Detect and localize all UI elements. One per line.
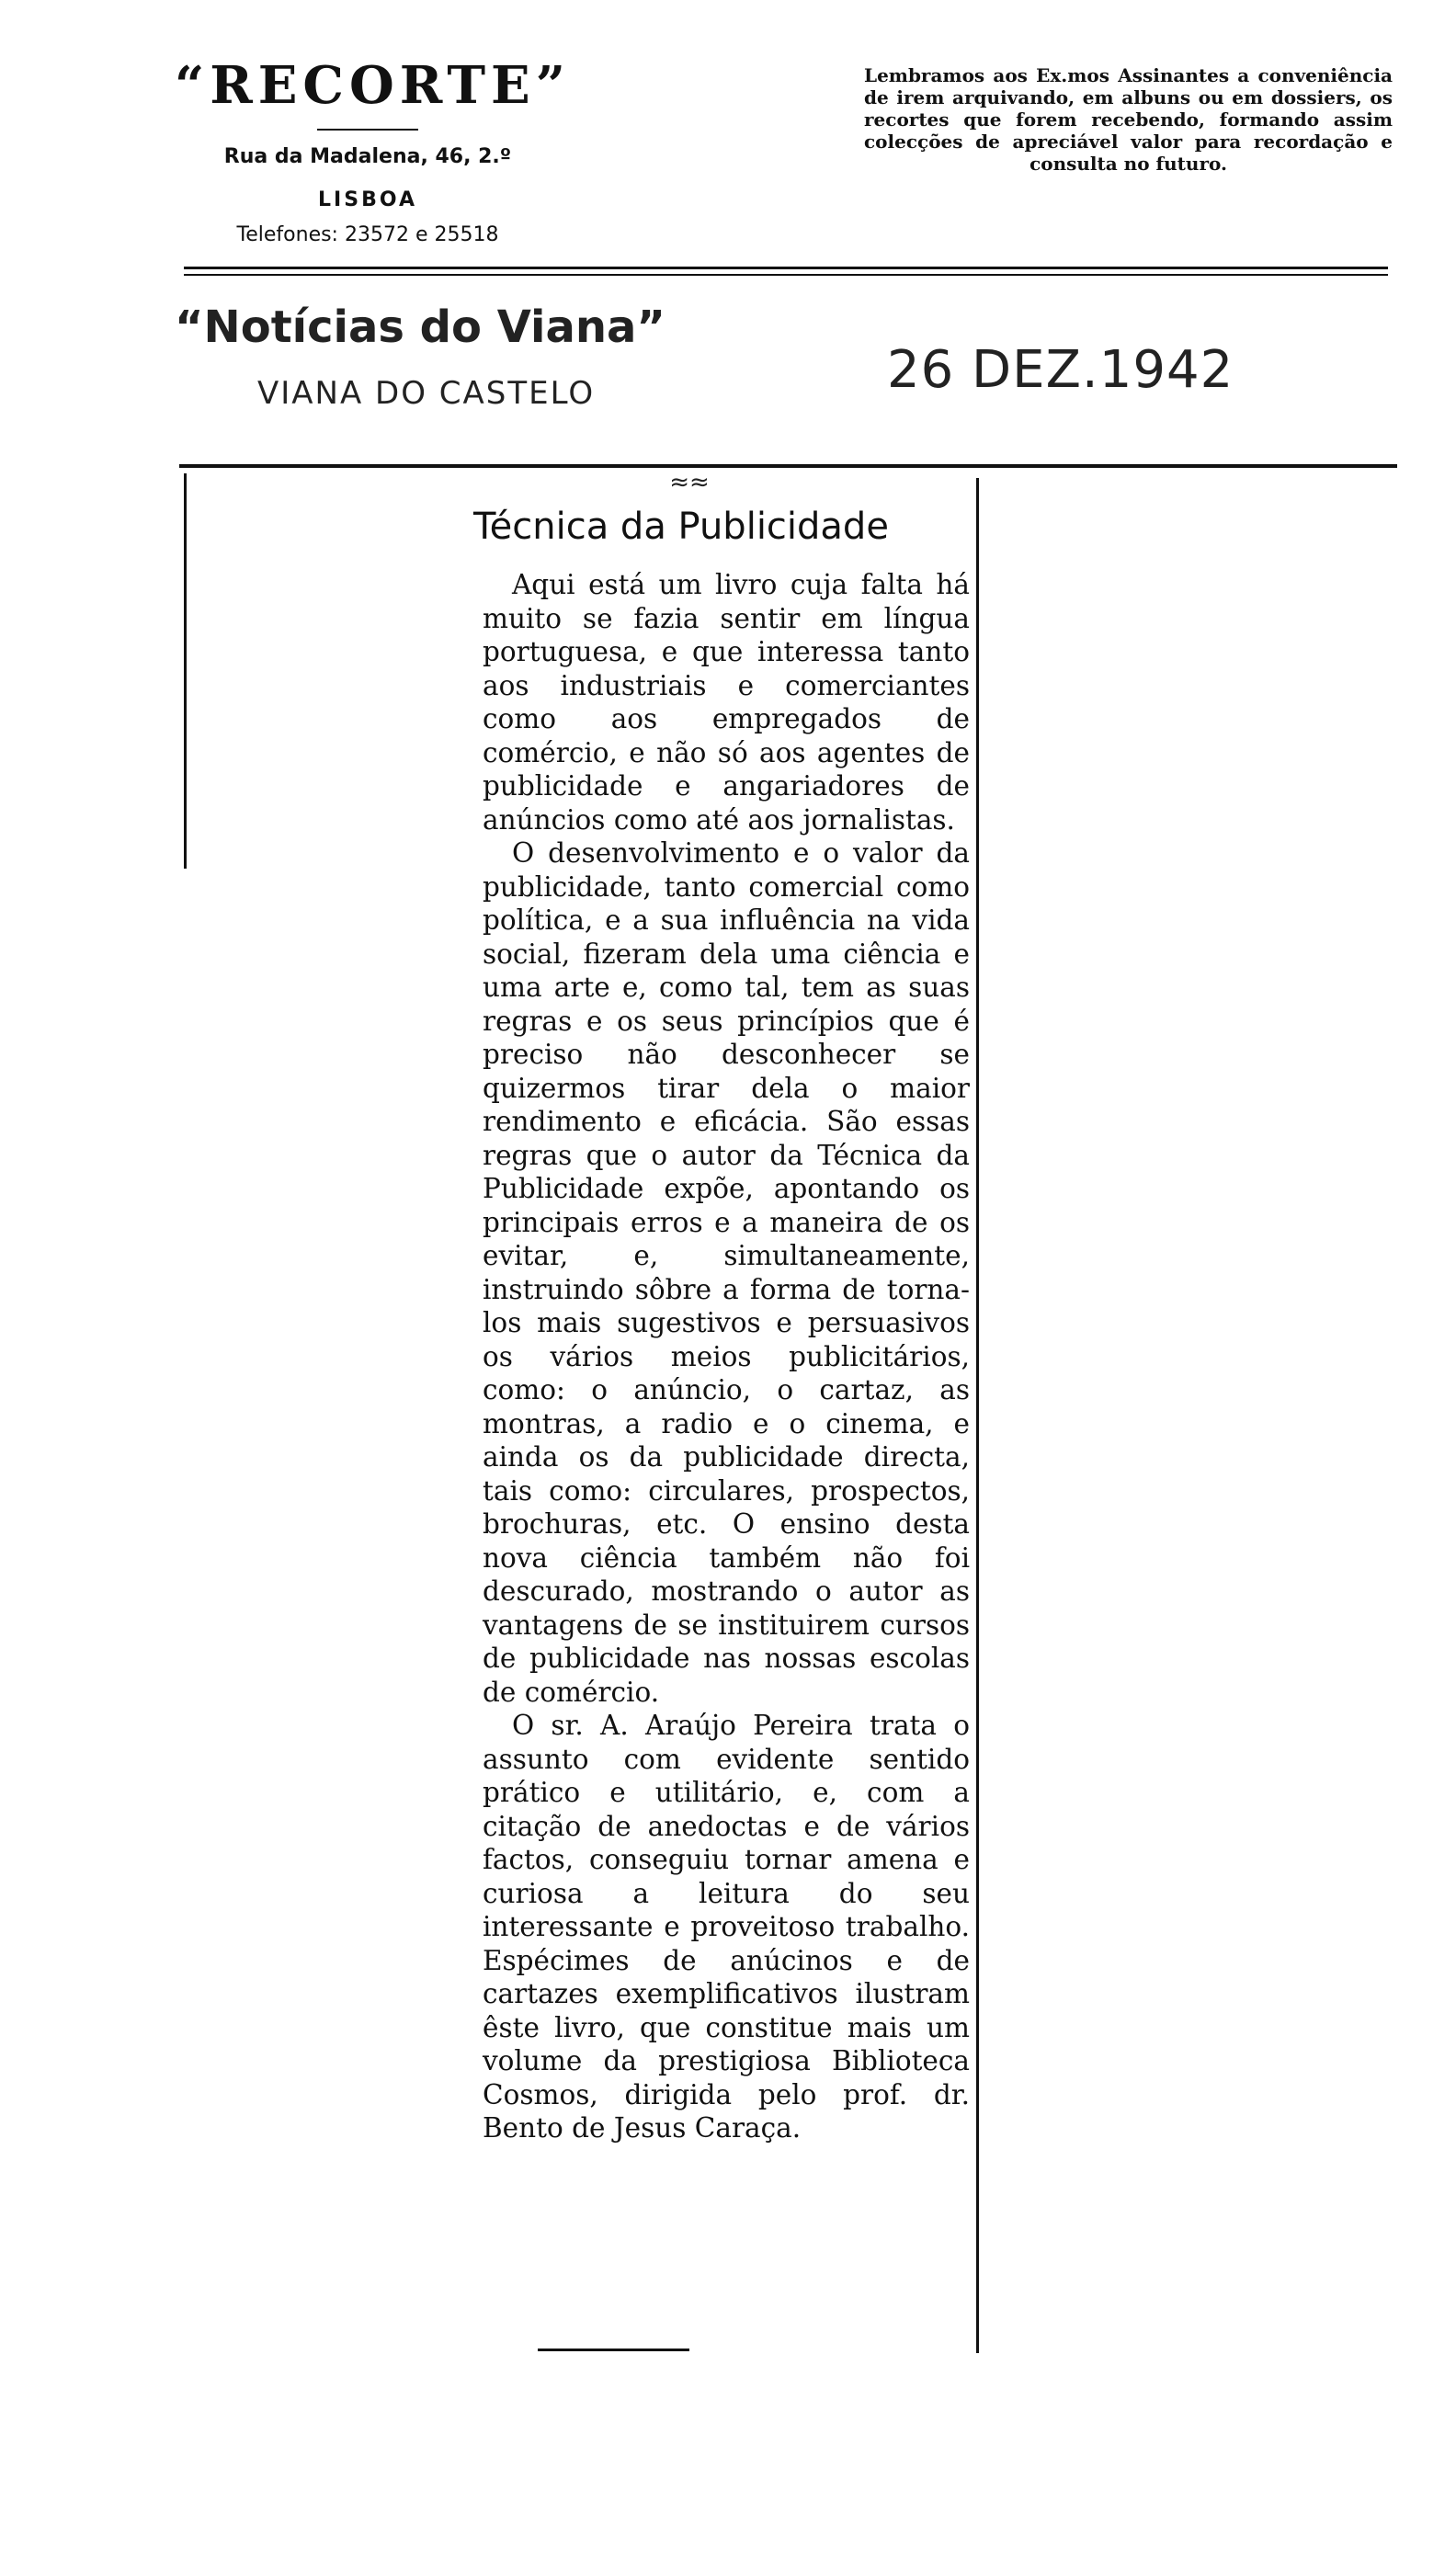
newspaper-place-stamp: VIANA DO CASTELO xyxy=(257,375,596,412)
article-paragraph: O sr. A. Araújo Pereira trata o assunto com evidente sentido prático e utilitário, e, com a citação de anedoctas e de vários factos, conseguiu tornar amena e curiosa a leitura do seu interessante e proveitoso trabalho. Espécimes de anúcinos e de cartazes exemplificativos ilustram êste livro, que constitue mais um volume da prestigiosa Biblioteca Cosmos, dirigida pelo prof. dr. Bento de Jesus Caraça. xyxy=(483,1710,970,2144)
brand-divider xyxy=(317,129,418,131)
article-body xyxy=(483,568,970,2145)
header-rule-thin xyxy=(184,274,1388,276)
clipping-edge-line xyxy=(184,473,187,869)
clipping-service-name: “RECORTE” xyxy=(175,55,571,116)
clipping-service-phones: Telefones: 23572 e 25518 xyxy=(236,223,499,246)
date-stamp: 26 DEZ.1942 xyxy=(887,340,1234,400)
header-rule xyxy=(184,267,1388,269)
article-paragraph: Aqui está um livro cuja falta há muito se fazia sentir em língua portuguesa, e que interessa tanto aos industriais e comerciantes como aos empregados de comércio, e não só aos agentes de publicidade e angariadores de anúncios como até aos jornalistas. xyxy=(483,569,970,836)
article-headline: Técnica da Publicidade xyxy=(473,506,889,548)
article-end-rule xyxy=(538,2349,689,2351)
clipping-service-address: Rua da Madalena, 46, 2.º xyxy=(223,145,512,168)
headline-ornament: ≈≈ xyxy=(669,469,710,496)
source-rule xyxy=(179,464,1397,468)
clipping-service-city: LISBOA xyxy=(318,188,417,211)
newspaper-name-stamp: “Notícias do Viana” xyxy=(175,301,665,353)
subscriber-notice: Lembramos aos Ex.mos Assinantes a conveniência de irem arquivando, em albuns ou em dossiers, os recortes que forem recebendo, formando assim colecções de apreciável valor para recordação e consulta no futuro. xyxy=(864,64,1393,175)
column-rule xyxy=(976,478,979,2353)
article-paragraph: O desenvolvimento e o valor da publicidade, tanto comercial como política, e a sua influência na vida social, fizeram dela uma ciência e uma arte e, como tal, tem as suas regras e os seus princípios que é preciso não desconhecer se quizermos tirar dela o maior rendimento e eficácia. São essas regras que o autor da Técnica da Publicidade expõe, apontando os principais erros e a maneira de os evitar, e, simultaneamente, instruindo sôbre a forma de torna-los mais sugestivos e persuasivos os vários meios publicitários, como: o anúncio, o cartaz, as montras, a radio e o cinema, e ainda os da publicidade directa, tais como: circulares, prospectos, brochuras, etc. O ensino desta nova ciência também não foi descurado, mostrando o autor as vantagens de se instituirem cursos de publicidade nas nossas escolas de comércio. xyxy=(483,837,970,1708)
